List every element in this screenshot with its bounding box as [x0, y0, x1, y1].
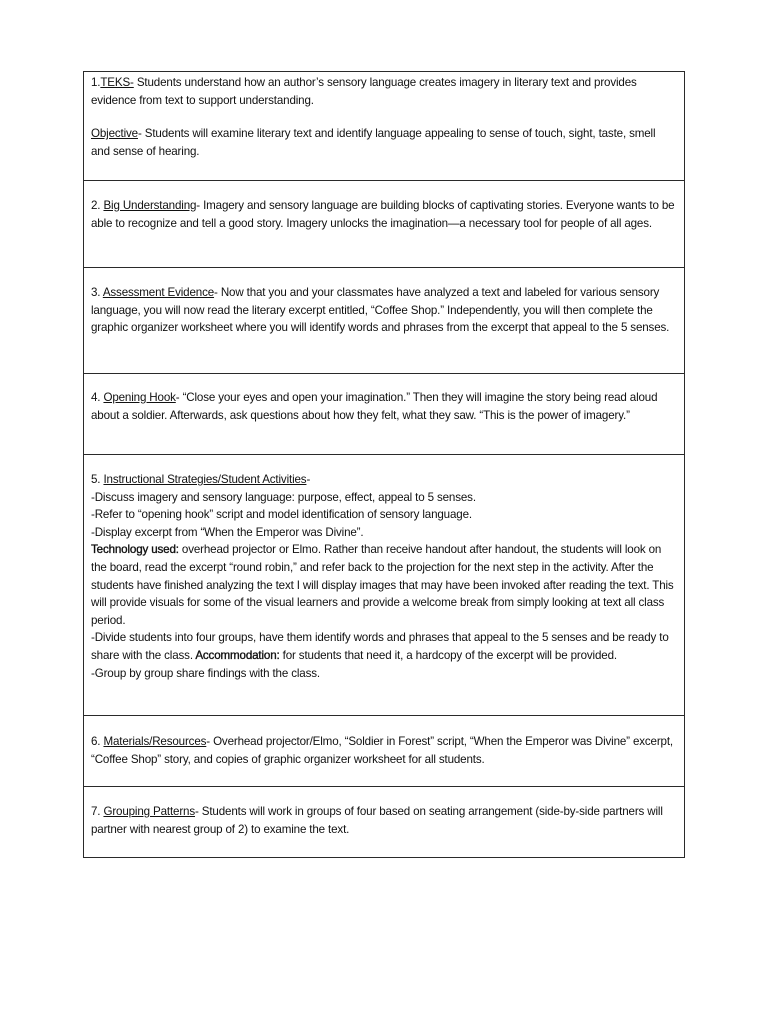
- materials-section: [84, 716, 684, 787]
- grouping-paragraph: [91, 803, 676, 838]
- grouping-text: - Students will work in groups of four based on seating arrangement (side-by-side partners will partner with nearest group of 2) to examine the text.: [91, 805, 663, 836]
- strategy-line: -Refer to “opening hook” script and model identification of sensory language.: [91, 508, 472, 522]
- section-number: 4.: [91, 391, 104, 404]
- assessment-heading: Assessment Evidence: [102, 286, 215, 299]
- strategy-line: -Discuss imagery and sensory language: purpose, effect, appeal to 5 senses.: [91, 490, 476, 504]
- accommodation-label: Accommodation:: [195, 648, 280, 662]
- objective-heading: Objective: [91, 127, 138, 141]
- teks-paragraph: [91, 74, 676, 109]
- teks-heading: TEKS-: [100, 76, 134, 89]
- strategies-heading: Instructional Strategies/Student Activities: [103, 473, 307, 486]
- strategies-heading-line: [91, 471, 676, 489]
- section-number: 6.: [91, 735, 104, 748]
- materials-heading: Materials/Resources: [103, 735, 207, 748]
- section-number: 1.: [91, 76, 101, 89]
- opening-hook-text: - “Close your eyes and open your imagination.” Then they will imagine the story being read aloud about a soldier. Afterwards, ask questions about how they felt, what they saw. “This is the power of imagery.”: [91, 391, 658, 422]
- opening-hook-paragraph: [91, 389, 676, 424]
- big-understanding-heading: Big Understanding: [103, 199, 197, 212]
- grouping-heading: Grouping Patterns: [103, 805, 195, 818]
- assessment-text: - Now that you and your classmates have analyzed a text and labeled for various sensory language, you will now read the literary excerpt entitled, “Coffee Shop.” Independently, you will then complete the graphic organizer worksheet where you will identify words and phrases from the excerpt that appeal to the 5 senses.: [91, 286, 670, 335]
- big-understanding-section: [84, 181, 684, 268]
- technology-text: overhead projector or Elmo. Rather than receive handout after handout, the students will look on the board, read the excerpt “round robin,” and refer back to the projection for the next step in the activity. After the students have finished analyzing the text I will display images that may have been invoked after reading the text. This will provide visuals for some of the visual learners and provide a welcome break from simply looking at text all class period.: [91, 543, 674, 627]
- strategy-line: -Display excerpt from “When the Emperor was Divine”.: [91, 525, 364, 539]
- teks-section: [84, 72, 684, 181]
- section-number: 2.: [91, 199, 104, 212]
- teks-text: Students understand how an author’s sensory language creates imagery in literary text and provides evidence from text to support understanding.: [91, 76, 637, 107]
- objective-paragraph: [91, 125, 676, 160]
- section-number: 3.: [91, 286, 103, 299]
- section-number: 5.: [91, 473, 104, 486]
- opening-hook-section: [84, 374, 684, 455]
- assessment-paragraph: [91, 284, 676, 337]
- section-number: 7.: [91, 805, 104, 818]
- divide-paragraph: [91, 629, 676, 664]
- strategy-line: -Group by group share findings with the class.: [91, 666, 320, 680]
- strategies-section: [84, 455, 684, 716]
- accommodation-text: for students that need it, a hardcopy of the excerpt will be provided.: [279, 648, 617, 662]
- opening-hook-heading: Opening Hook: [103, 391, 176, 404]
- technology-paragraph: [91, 541, 676, 629]
- divide-text: -Divide students into four groups, have them identify words and phrases that appeal to the 5 senses and be ready to share with the class.: [91, 631, 669, 662]
- big-understanding-paragraph: [91, 197, 676, 232]
- lesson-plan-table: [83, 71, 685, 858]
- grouping-section: [84, 787, 684, 857]
- strategies-heading-suffix: -: [306, 473, 311, 486]
- objective-text: - Students will examine literary text and identify language appealing to sense of touch, sight, taste, smell and sense of hearing.: [91, 127, 656, 158]
- materials-paragraph: [91, 733, 676, 768]
- materials-text: - Overhead projector/Elmo, “Soldier in Forest” script, “When the Emperor was Divine” excerpt, “Coffee Shop” story, and copies of graphic organizer worksheet for all students.: [91, 735, 673, 766]
- technology-label: Technology used:: [91, 543, 179, 557]
- big-understanding-text: - Imagery and sensory language are building blocks of captivating stories. Everyone wants to be able to recognize and tell a good story. Imagery unlocks the imagination—a necessary tool for people of all ages.: [91, 199, 675, 230]
- assessment-section: [84, 268, 684, 374]
